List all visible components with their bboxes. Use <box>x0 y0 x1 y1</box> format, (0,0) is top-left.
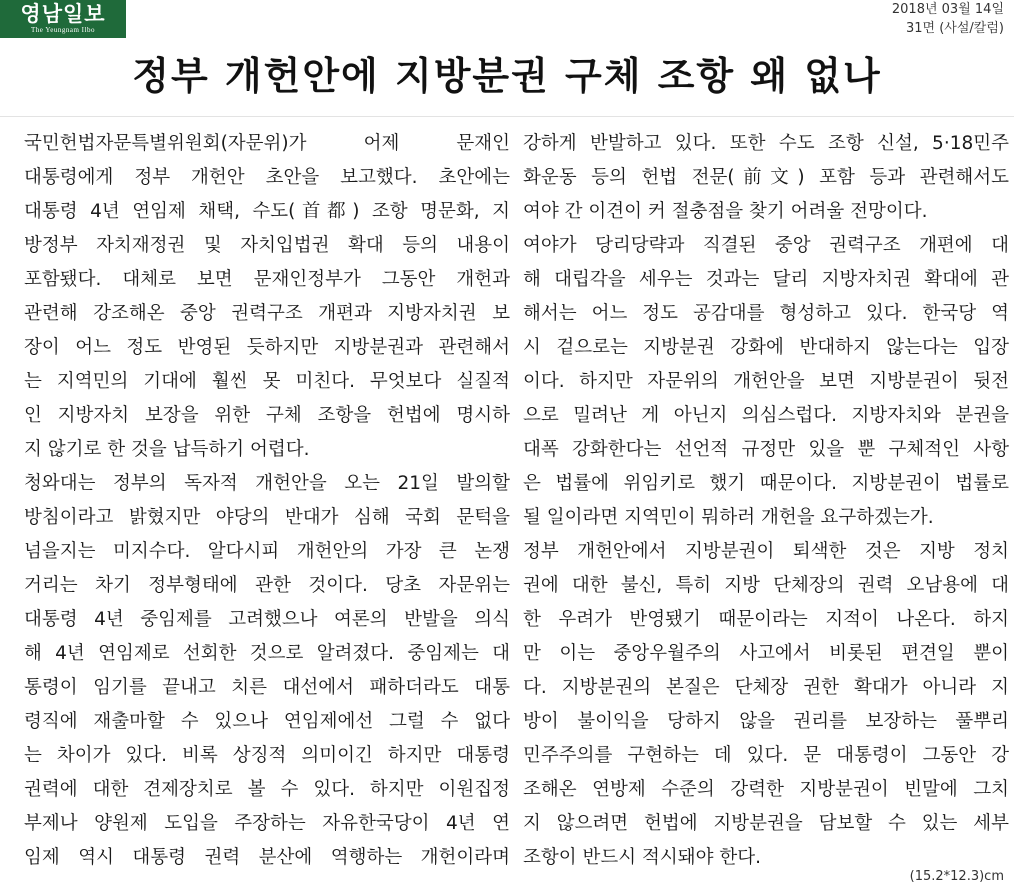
article-text-line: 장이 어느 정도 반영된 듯하지만 지방분권과 관련해서 <box>24 337 510 358</box>
article-text-line: 여야가 당리당략과 직결된 중앙 권력구조 개편에 대 <box>523 235 1009 256</box>
article-text-line: 방침이라고 밝혔지만 야당의 반대가 심해 국회 문턱을 <box>24 507 510 528</box>
article-text-line: 대통령에게 정부 개헌안 초안을 보고했다. 초안에는 <box>24 167 510 188</box>
article-text-line: 통령이 임기를 끝내고 치른 대선에서 패하더라도 대통 <box>24 677 510 698</box>
article-text-line: 해 4년 연임제로 선회한 것으로 알려졌다. 중임제는 대 <box>24 643 510 664</box>
article-text-line: 부제나 양원제 도입을 주장하는 자유한국당이 4년 연 <box>24 813 510 834</box>
article-text-line: 강하게 반발하고 있다. 또한 수도 조항 신설, 5·18민주 <box>523 133 1009 154</box>
article-text-line: 지 않으려면 헌법에 지방분권을 담보할 수 있는 세부 <box>523 813 1009 834</box>
article-size-note: (15.2*12.3)cm <box>909 869 1004 884</box>
article-text-line: 은 법률에 위임키로 했기 때문이다. 지방분권이 법률로 <box>523 473 1009 494</box>
article-text-line: 해서는 어느 정도 공감대를 형성하고 있다. 한국당 역 <box>523 303 1009 324</box>
article-text-line: 포함됐다. 대체로 보면 문재인정부가 그동안 개헌과 <box>24 269 510 290</box>
article-text-line: 거리는 차기 정부형태에 관한 것이다. 당초 자문위는 <box>24 575 510 596</box>
article-text-line: 방정부 자치재정권 및 자치입법권 확대 등의 내용이 <box>24 235 510 256</box>
article-text-line: 이다. 하지만 자문위의 개헌안을 보면 지방분권이 뒷전 <box>523 371 1009 392</box>
logo-name: 영남일보 <box>20 2 106 26</box>
article-text-line: 령직에 재출마할 수 있으나 연임제에선 그럴 수 없다 <box>24 711 510 732</box>
article-text-line: 정부 개헌안에서 지방분권이 퇴색한 것은 지방 정치 <box>523 541 1009 562</box>
article-text-line: 인 지방자치 보장을 위한 구체 조항을 헌법에 명시하 <box>24 405 510 426</box>
article-text-line: 대통령 4년 중임제를 고려했으나 여론의 반발을 의식 <box>24 609 510 630</box>
article-text-line: 한 우려가 반영됐기 때문이라는 지적이 나온다. 하지 <box>523 609 1009 630</box>
article-text-line: 조해온 연방제 수준의 강력한 지방분권이 빈말에 그치 <box>523 779 1009 800</box>
article-text-line: 조항이 반드시 적시돼야 한다. <box>523 847 761 868</box>
article-text-line: 는 차이가 있다. 비록 상징적 의미이긴 하지만 대통령 <box>24 745 510 766</box>
article-text-line: 청와대는 정부의 독자적 개헌안을 오는 21일 발의할 <box>24 473 510 494</box>
article-column-left <box>24 127 510 875</box>
article-text-line: 만 이는 중앙우월주의 사고에서 비롯된 편견일 뿐이 <box>523 643 1009 664</box>
article-text-line: 민주주의를 구현하는 데 있다. 문 대통령이 그동안 강 <box>523 745 1009 766</box>
article-headline: 정부 개헌안에 지방분권 구체 조항 왜 없나 <box>132 54 882 98</box>
headline-divider <box>0 116 1014 117</box>
article-text-line: 여야 간 이견이 커 절충점을 찾기 어려울 전망이다. <box>523 201 928 222</box>
page-section: 31면 (사설/칼럼) <box>906 21 1004 36</box>
article-column-right <box>523 127 1009 875</box>
newspaper-logo <box>0 0 126 38</box>
article-text-line: 다. 지방분권의 본질은 단체장 권한 확대가 아니라 지 <box>523 677 1009 698</box>
article-text-line: 임제 역시 대통령 권력 분산에 역행하는 개헌이라며 <box>24 847 510 868</box>
article-text-line: 관련해 강조해온 중앙 권력구조 개편과 지방자치권 보 <box>24 303 510 324</box>
article-text-line: 넘을지는 미지수다. 알다시피 개헌안의 가장 큰 논쟁 <box>24 541 510 562</box>
article-text-line: 될 일이라면 지역민이 뭐하러 개헌을 요구하겠는가. <box>523 507 934 528</box>
publication-meta <box>892 0 1004 38</box>
article-text-line: 대폭 강화한다는 선언적 규정만 있을 뿐 구체적인 사항 <box>523 439 1009 460</box>
logo-subtitle: The Yeungnam Ilbo <box>31 26 95 34</box>
article-text-line: 해 대립각을 세우는 것과는 달리 지방자치권 확대에 관 <box>523 269 1009 290</box>
article-text-line: 국민헌법자문특별위원회(자문위)가 어제 문재인 <box>24 133 510 154</box>
article-text-line: 는 지역민의 기대에 훨씬 못 미친다. 무엇보다 실질적 <box>24 371 510 392</box>
article-text-line: 시 겉으로는 지방분권 강화에 반대하지 않는다는 입장 <box>523 337 1009 358</box>
article-text-line: 지 않기로 한 것을 납득하기 어렵다. <box>24 439 310 460</box>
article-text-line: 권에 대한 불신, 특히 지방 단체장의 권력 오남용에 대 <box>523 575 1009 596</box>
publication-date: 2018년 03월 14일 <box>891 2 1004 17</box>
article-text-line: 방이 불이익을 당하지 않을 권리를 보장하는 풀뿌리 <box>523 711 1009 732</box>
article-text-line: 으로 밀려난 게 아닌지 의심스럽다. 지방자치와 분권을 <box>523 405 1009 426</box>
article-text-line: 화운동 등의 헌법 전문(前文) 포함 등과 관련해서도 <box>523 167 1009 188</box>
article-text-line: 대통령 4년 연임제 채택, 수도(首都) 조항 명문화, 지 <box>24 201 510 222</box>
article-text-line: 권력에 대한 견제장치로 볼 수 있다. 하지만 이원집정 <box>24 779 510 800</box>
